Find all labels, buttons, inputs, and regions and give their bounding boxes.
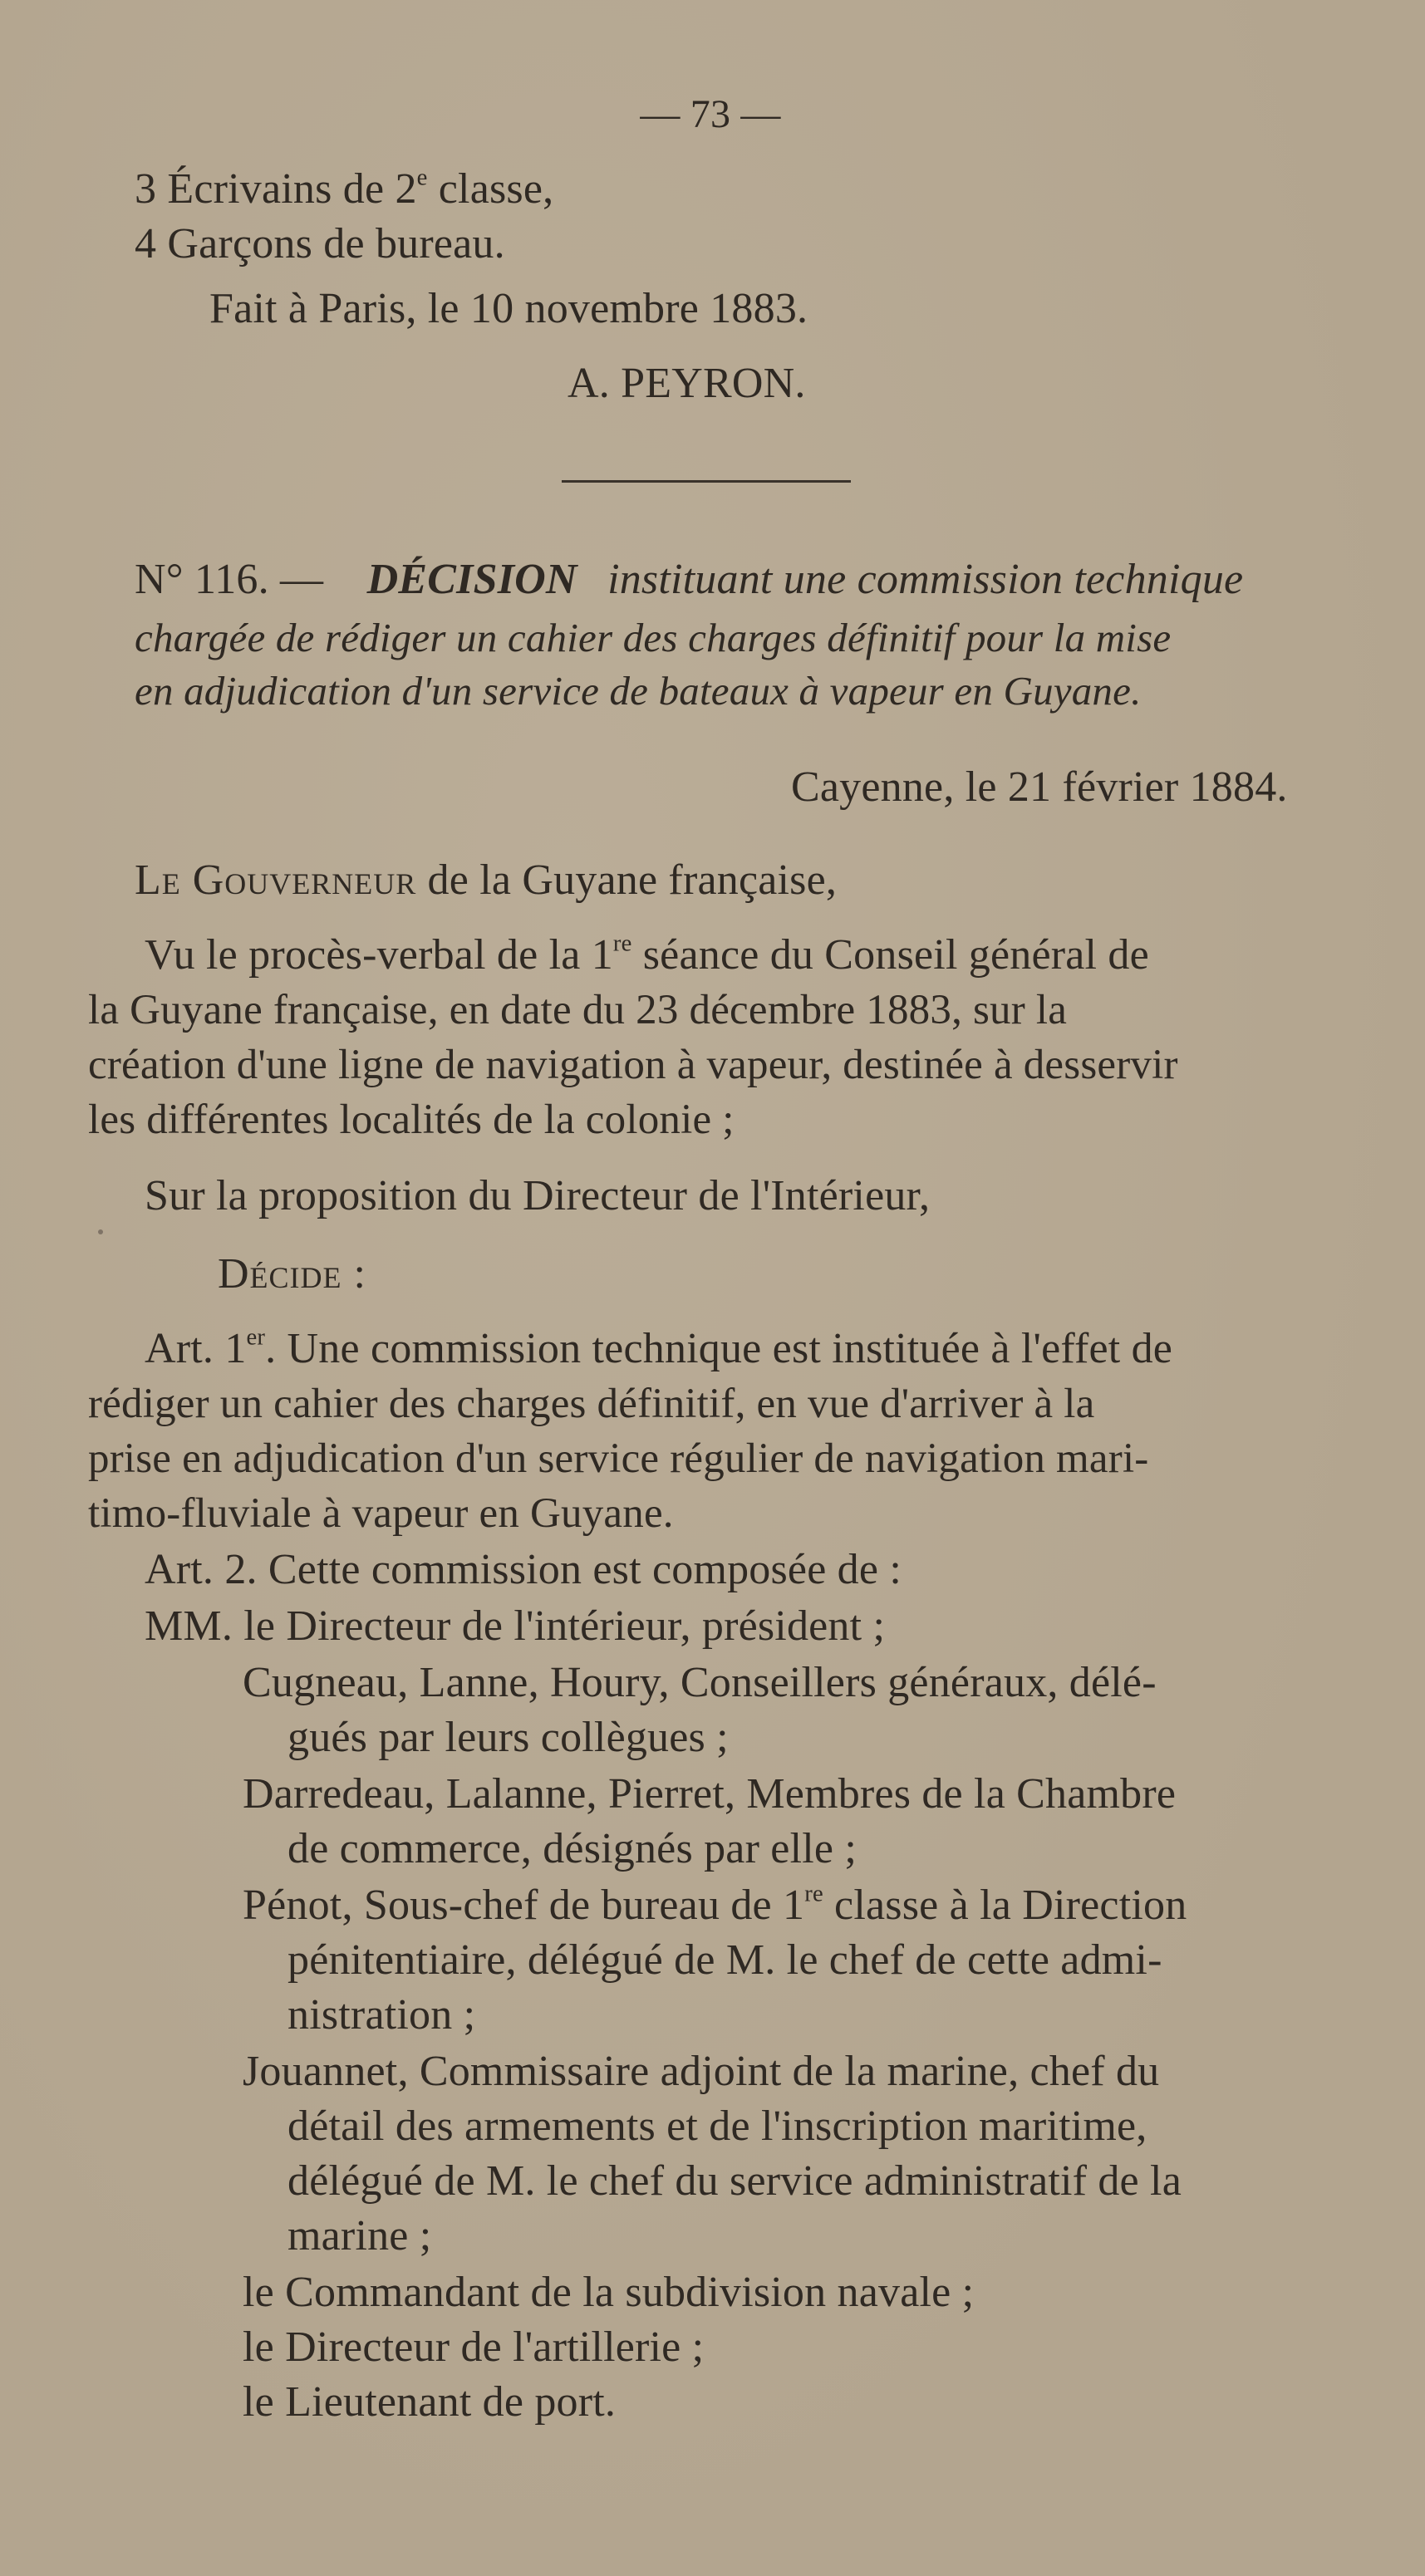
vu-sup: re: [612, 930, 632, 957]
art1-line-3: prise en adjudication d'un service régulier de navigation mari-: [88, 1435, 1149, 1482]
intro-line-2: 4 Garçons de bureau.: [135, 220, 505, 267]
member-darredeau-2: de commerce, désignés par elle ;: [287, 1825, 857, 1872]
art1-line-4: timo-fluviale à vapeur en Guyane.: [88, 1490, 674, 1537]
vu-line-1-a: Vu le procès-verbal de la 1: [145, 931, 613, 979]
decision-heading-line-3: en adjudication d'un service de bateaux à vapeur en Guyane.: [135, 668, 1142, 714]
member-penot-3: nistration ;: [287, 1991, 476, 2039]
art1-line-2: rédiger un cahier des charges définitif, en vue d'arriver à la: [88, 1381, 1095, 1427]
governor-title: Le Gouverneur: [135, 856, 417, 904]
vu-line-3: création d'une ligne de navigation à vapeur, destinée à desservir: [88, 1042, 1178, 1088]
member-jouannet-2: détail des armements et de l'inscription maritime,: [287, 2103, 1147, 2150]
member-artillerie: le Directeur de l'artillerie ;: [243, 2323, 705, 2371]
decision-number: N° 116. —: [135, 556, 324, 603]
member-port: le Lieutenant de port.: [243, 2378, 617, 2426]
member-cugneau-1: Cugneau, Lanne, Houry, Conseillers généraux, délé-: [243, 1659, 1157, 1706]
member-penot-2: pénitentiaire, délégué de M. le chef de cette admi-: [287, 1936, 1162, 1984]
decision-title-rest: instituant une commission technique: [607, 556, 1244, 603]
member-penot-1-a: Pénot, Sous-chef de bureau de 1: [243, 1882, 805, 1929]
member-darredeau-1: Darredeau, Lalanne, Pierret, Membres de la Chambre: [243, 1770, 1177, 1818]
member-penot-sup: re: [804, 1881, 823, 1907]
intro-line-1-tail: classe,: [427, 165, 554, 213]
art1-label: Art. 1: [145, 1325, 247, 1372]
signed-place-date: Fait à Paris, le 10 novembre 1883.: [209, 285, 808, 332]
intro-line-1: [135, 164, 553, 214]
governor-line: [135, 856, 837, 905]
dateline: Cayenne, le 21 février 1884.: [791, 763, 1288, 811]
section-divider: [562, 480, 851, 483]
decide-line: Décide :: [218, 1250, 366, 1298]
art1-line-1: [145, 1324, 1172, 1374]
decision-heading-line-1: [135, 555, 1339, 605]
vu-line-1-b: séance du Conseil général de: [631, 931, 1149, 979]
vu-line-2: la Guyane française, en date du 23 décembre 1883, sur la: [88, 987, 1068, 1033]
members-mm: MM. le Directeur de l'intérieur, président ;: [145, 1602, 886, 1650]
intro-line-1-text: 3 Écrivains de 2: [135, 165, 417, 213]
member-jouannet-1: Jouannet, Commissaire adjoint de la marine, chef du: [243, 2048, 1160, 2095]
member-penot-1-b: classe à la Direction: [823, 1882, 1187, 1929]
art2-line: Art. 2. Cette commission est composée de :: [145, 1546, 902, 1593]
governor-rest: de la Guyane française,: [416, 856, 838, 904]
member-commandant: le Commandant de la subdivision navale ;: [243, 2269, 975, 2316]
print-speck: [98, 1229, 103, 1234]
member-jouannet-3: délégué de M. le chef du service administratif de la: [287, 2157, 1182, 2205]
page-number: — 73 —: [640, 92, 781, 136]
decision-heading-line-2: chargée de rédiger un cahier des charges définitif pour la mise: [135, 615, 1172, 660]
member-jouannet-4: marine ;: [287, 2212, 432, 2260]
vu-line-1: [145, 930, 1149, 980]
art1-sup: er: [246, 1324, 266, 1351]
member-penot-1: [243, 1881, 1187, 1931]
member-cugneau-2: gués par leurs collègues ;: [287, 1714, 729, 1761]
intro-sup: e: [416, 164, 428, 191]
sur-line: Sur la proposition du Directeur de l'Intérieur,: [145, 1172, 931, 1219]
vu-line-4: les différentes localités de la colonie ;: [88, 1097, 735, 1143]
art1-line-1-text: . Une commission technique est instituée à l'effet de: [265, 1325, 1173, 1372]
signature: A. PEYRON.: [568, 360, 806, 407]
decision-title-word: DÉCISION: [366, 556, 577, 603]
